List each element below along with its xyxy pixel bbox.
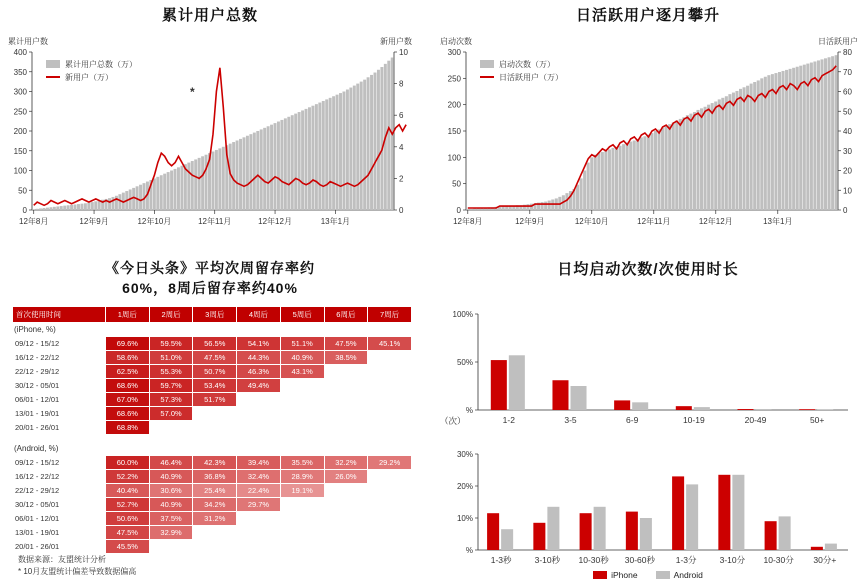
cell-empty <box>368 512 412 526</box>
table-header-week: 6周后 <box>324 307 368 323</box>
peak-annotation: * <box>190 85 195 99</box>
table-row <box>12 337 412 351</box>
retention-cell: 40.9% <box>149 498 193 512</box>
retention-cell: 58.6% <box>106 351 150 365</box>
svg-text:150: 150 <box>13 146 27 156</box>
svg-text:12年8月: 12年8月 <box>19 217 49 226</box>
row-label: 20/01 - 26/01 <box>12 421 106 435</box>
table-header-week: 2周后 <box>149 307 193 323</box>
retention-android-table-wrap <box>12 442 412 554</box>
cell-empty <box>280 498 324 512</box>
svg-text:8: 8 <box>399 79 404 89</box>
axis-label-right-cumulative: 新用户数 <box>380 37 412 46</box>
svg-text:50: 50 <box>18 186 27 196</box>
svg-text:12年10月: 12年10月 <box>137 217 172 226</box>
panel-title-cumulative: 累计用户总数 <box>161 7 258 24</box>
svg-text:200: 200 <box>13 127 27 136</box>
legend-item-iphone <box>593 570 637 580</box>
table-row <box>12 393 412 407</box>
svg-text:12年9月: 12年9月 <box>79 217 109 226</box>
retention-cell: 37.5% <box>149 512 193 526</box>
cell-empty <box>324 379 368 393</box>
row-label: 09/12 - 15/12 <box>12 456 106 470</box>
cell-empty <box>324 407 368 421</box>
svg-text:10%: 10% <box>456 514 473 523</box>
table-row <box>12 512 412 526</box>
svg-text:0: 0 <box>456 206 461 215</box>
axis-label-right-dau: 日活跃用户 <box>818 37 858 46</box>
retention-cell: 52.7% <box>106 498 150 512</box>
panel-title-retention-line2: 60%，8周后留存率约40% <box>122 280 298 296</box>
panel-retention <box>0 258 420 584</box>
retention-cell: 40.4% <box>106 484 150 498</box>
panel-usage <box>432 258 864 584</box>
table-row <box>12 526 412 540</box>
legend-swatch-android <box>656 571 670 579</box>
svg-text:日活跃用户（万）: 日活跃用户（万） <box>499 73 563 82</box>
cell-empty <box>237 526 281 540</box>
retention-iphone-label: (iPhone, %) <box>14 325 56 334</box>
usage-legend <box>432 570 864 580</box>
svg-text:30分+: 30分+ <box>813 555 837 565</box>
svg-text:12年11月: 12年11月 <box>637 217 671 226</box>
retention-iphone-table-wrap <box>12 306 412 435</box>
retention-cell: 29.7% <box>237 498 281 512</box>
table-header-week: 4周后 <box>237 307 281 323</box>
table-header-week: 7周后 <box>368 307 412 323</box>
retention-cell: 39.4% <box>237 456 281 470</box>
svg-text:10-30秒: 10-30秒 <box>578 555 609 565</box>
cell-empty <box>324 526 368 540</box>
svg-text:1-3分: 1-3分 <box>675 555 697 565</box>
chart-usage-duration <box>432 446 864 576</box>
retention-cell: 32.4% <box>237 470 281 484</box>
retention-cell: 47.5% <box>106 526 150 540</box>
retention-cell: 22.4% <box>237 484 281 498</box>
retention-cell: 50.7% <box>193 365 237 379</box>
table-row <box>12 407 412 421</box>
retention-cell: 50.6% <box>106 512 150 526</box>
retention-cell: 32.9% <box>149 526 193 540</box>
chart-dau <box>432 48 864 238</box>
svg-text:100: 100 <box>447 153 461 163</box>
cell-empty <box>237 540 281 554</box>
table-row <box>12 365 412 379</box>
retention-cell: 32.2% <box>324 456 368 470</box>
svg-text:12年8月: 12年8月 <box>453 217 483 226</box>
retention-cell: 25.4% <box>193 484 237 498</box>
svg-text:12年9月: 12年9月 <box>515 217 545 226</box>
row-label: 13/01 - 19/01 <box>12 526 106 540</box>
table-header-week: 3周后 <box>193 307 237 323</box>
cell-empty <box>324 365 368 379</box>
footnote-source: 数据来源：友盟统计分析 <box>18 555 106 564</box>
retention-cell: 45.1% <box>368 337 412 351</box>
retention-cell: 44.3% <box>237 351 281 365</box>
row-label: 13/01 - 19/01 <box>12 407 106 421</box>
cell-empty <box>280 407 324 421</box>
retention-cell: 68.8% <box>106 421 150 435</box>
cell-empty <box>368 470 412 484</box>
row-label: 22/12 - 29/12 <box>12 365 106 379</box>
svg-text:50+: 50+ <box>809 415 825 425</box>
svg-text:300: 300 <box>447 48 461 57</box>
retention-iphone-body <box>12 336 412 435</box>
svg-text:250: 250 <box>447 74 461 84</box>
cell-empty <box>280 393 324 407</box>
svg-text:10-19: 10-19 <box>682 415 705 425</box>
row-label: 06/01 - 12/01 <box>12 393 106 407</box>
svg-text:30: 30 <box>843 146 852 156</box>
retention-cell: 57.3% <box>149 393 193 407</box>
svg-text:12年12月: 12年12月 <box>258 217 292 226</box>
cell-empty <box>280 379 324 393</box>
cell-empty <box>280 540 324 554</box>
table-header-first: 首次使用时间 <box>13 307 106 323</box>
table-header-week: 5周后 <box>280 307 324 323</box>
svg-text:6-9: 6-9 <box>626 415 639 425</box>
cell-empty <box>368 484 412 498</box>
cell-empty <box>324 540 368 554</box>
retention-cell: 52.2% <box>106 470 150 484</box>
svg-text:60: 60 <box>843 87 852 97</box>
svg-text:300: 300 <box>13 87 27 97</box>
row-label: 09/12 - 15/12 <box>12 337 106 351</box>
retention-cell: 29.2% <box>368 456 412 470</box>
svg-text:50%: 50% <box>456 358 473 367</box>
svg-text:70: 70 <box>843 67 852 77</box>
retention-cell: 62.5% <box>106 365 150 379</box>
row-label: 30/12 - 05/01 <box>12 498 106 512</box>
panel-cumulative-users <box>0 4 420 244</box>
cell-empty <box>193 540 237 554</box>
svg-text:100: 100 <box>13 166 27 176</box>
retention-cell: 46.4% <box>149 456 193 470</box>
table-header-week: 1周后 <box>106 307 150 323</box>
cell-empty <box>368 540 412 554</box>
retention-cell: 59.7% <box>149 379 193 393</box>
svg-text:12年11月: 12年11月 <box>198 217 232 226</box>
retention-cell: 36.8% <box>193 470 237 484</box>
retention-cell: 51.7% <box>193 393 237 407</box>
table-row <box>12 421 412 435</box>
svg-text:150: 150 <box>447 127 461 136</box>
svg-text:100%: 100% <box>452 310 473 319</box>
svg-text:350: 350 <box>13 67 27 77</box>
row-label: 22/12 - 29/12 <box>12 484 106 498</box>
svg-text:13年1月: 13年1月 <box>320 217 351 226</box>
retention-cell: 43.1% <box>280 365 324 379</box>
legend-label-android: Android <box>673 570 703 580</box>
retention-cell: 57.0% <box>149 407 193 421</box>
cell-empty <box>324 393 368 407</box>
table-row <box>12 484 412 498</box>
row-label: 16/12 - 22/12 <box>12 470 106 484</box>
svg-text:12年12月: 12年12月 <box>698 217 733 226</box>
cell-empty <box>368 421 412 435</box>
cell-empty <box>324 484 368 498</box>
table-row <box>12 498 412 512</box>
retention-cell: 30.6% <box>149 484 193 498</box>
retention-cell: 55.3% <box>149 365 193 379</box>
row-label: 06/01 - 12/01 <box>12 512 106 526</box>
row-label: 16/12 - 22/12 <box>12 351 106 365</box>
svg-text:30%: 30% <box>456 450 473 459</box>
table-row <box>12 351 412 365</box>
cell-empty <box>237 407 281 421</box>
axis-label-left-dau: 启动次数 <box>440 37 472 46</box>
svg-text:2: 2 <box>399 174 404 184</box>
cell-empty <box>280 421 324 435</box>
axis-label-left-cumulative: 累计用户数 <box>8 37 48 46</box>
svg-text:200: 200 <box>447 100 461 110</box>
svg-text:400: 400 <box>13 48 27 57</box>
retention-cell: 34.2% <box>193 498 237 512</box>
retention-cell: 56.5% <box>193 337 237 351</box>
retention-cell: 47.5% <box>193 351 237 365</box>
svg-text:0: 0 <box>22 206 27 215</box>
chart-launch-count <box>432 306 864 436</box>
cell-empty <box>368 393 412 407</box>
svg-text:新用户（万）: 新用户（万） <box>65 73 113 82</box>
cell-empty <box>368 351 412 365</box>
retention-cell: 51.1% <box>280 337 324 351</box>
retention-android-body <box>12 455 412 554</box>
retention-cell: 26.0% <box>324 470 368 484</box>
svg-text:3-10秒: 3-10秒 <box>534 555 561 565</box>
retention-cell: 38.5% <box>324 351 368 365</box>
panel-dau <box>432 4 864 244</box>
footnote-note: * 10月友盟统计偏差导致数据偏高 <box>18 567 137 576</box>
svg-text:%: % <box>465 406 473 415</box>
retention-cell: 19.1% <box>280 484 324 498</box>
cell-empty <box>368 379 412 393</box>
svg-text:启动次数（万）: 启动次数（万） <box>499 60 555 69</box>
retention-cell: 40.9% <box>280 351 324 365</box>
svg-text:3-5: 3-5 <box>564 415 577 425</box>
svg-text:20: 20 <box>843 166 852 176</box>
retention-iphone-table <box>12 306 412 323</box>
cell-empty <box>368 365 412 379</box>
retention-cell: 47.5% <box>324 337 368 351</box>
svg-text:10-30分: 10-30分 <box>763 555 794 565</box>
cell-empty <box>324 498 368 512</box>
retention-cell: 67.0% <box>106 393 150 407</box>
retention-cell: 40.9% <box>149 470 193 484</box>
svg-text:20%: 20% <box>456 482 473 491</box>
table-row <box>12 470 412 484</box>
cell-empty <box>368 407 412 421</box>
table-row <box>12 379 412 393</box>
retention-cell: 46.3% <box>237 365 281 379</box>
svg-text:1-2: 1-2 <box>502 415 515 425</box>
svg-text:3-10分: 3-10分 <box>719 555 746 565</box>
svg-text:6: 6 <box>399 111 404 121</box>
retention-android-label: (Android, %) <box>14 444 59 453</box>
svg-text:250: 250 <box>13 107 27 117</box>
svg-text:13年1月: 13年1月 <box>763 217 793 226</box>
retention-cell: 45.5% <box>106 540 150 554</box>
legend-label-iphone: iPhone <box>611 570 638 580</box>
panel-title-retention-line1: 《今日头条》平均次周留存率约 <box>105 260 315 276</box>
cell-empty <box>149 540 193 554</box>
svg-text:累计用户总数（万）: 累计用户总数（万） <box>65 60 137 69</box>
retention-cell: 35.5% <box>280 456 324 470</box>
cell-empty <box>237 421 281 435</box>
panel-title-usage: 日均启动次数/次使用时长 <box>557 261 739 278</box>
svg-text:40: 40 <box>843 127 852 136</box>
svg-text:20-49: 20-49 <box>744 415 767 425</box>
svg-text:1-3秒: 1-3秒 <box>490 555 512 565</box>
legend-swatch-iphone <box>593 571 607 579</box>
unit-label-launch: （次） <box>440 416 466 426</box>
retention-cell: 53.4% <box>193 379 237 393</box>
panel-title-dau: 日活跃用户逐月攀升 <box>575 7 720 24</box>
retention-cell: 69.6% <box>106 337 150 351</box>
cell-empty <box>324 421 368 435</box>
svg-text:10: 10 <box>399 48 408 57</box>
svg-text:50: 50 <box>843 107 852 117</box>
retention-cell: 54.1% <box>237 337 281 351</box>
retention-cell: 68.6% <box>106 407 150 421</box>
legend-item-android <box>656 570 703 580</box>
svg-text:0: 0 <box>843 206 848 215</box>
cell-empty <box>237 393 281 407</box>
svg-text:10: 10 <box>843 186 852 196</box>
retention-cell: 60.0% <box>106 456 150 470</box>
chart-cumulative-users <box>0 48 420 238</box>
retention-footnotes <box>18 554 136 578</box>
cell-empty <box>149 421 193 435</box>
retention-cell: 49.4% <box>237 379 281 393</box>
table-row <box>12 540 412 554</box>
svg-text:30-60秒: 30-60秒 <box>624 555 655 565</box>
table-row <box>12 456 412 470</box>
svg-text:12年10月: 12年10月 <box>574 217 609 226</box>
svg-text:4: 4 <box>399 142 404 152</box>
retention-cell: 51.0% <box>149 351 193 365</box>
cell-empty <box>324 512 368 526</box>
row-label: 20/01 - 26/01 <box>12 540 106 554</box>
svg-text:50: 50 <box>452 179 461 189</box>
row-label: 30/12 - 05/01 <box>12 379 106 393</box>
cell-empty <box>280 526 324 540</box>
retention-cell: 28.9% <box>280 470 324 484</box>
cell-empty <box>237 512 281 526</box>
retention-cell: 59.5% <box>149 337 193 351</box>
svg-text:80: 80 <box>843 48 852 57</box>
cell-empty <box>193 421 237 435</box>
cell-empty <box>280 512 324 526</box>
retention-cell: 42.3% <box>193 456 237 470</box>
retention-cell: 68.6% <box>106 379 150 393</box>
cell-empty <box>368 498 412 512</box>
svg-text:%: % <box>465 546 473 555</box>
svg-text:0: 0 <box>399 206 404 215</box>
cell-empty <box>368 526 412 540</box>
retention-cell: 31.2% <box>193 512 237 526</box>
cell-empty <box>193 526 237 540</box>
cell-empty <box>193 407 237 421</box>
